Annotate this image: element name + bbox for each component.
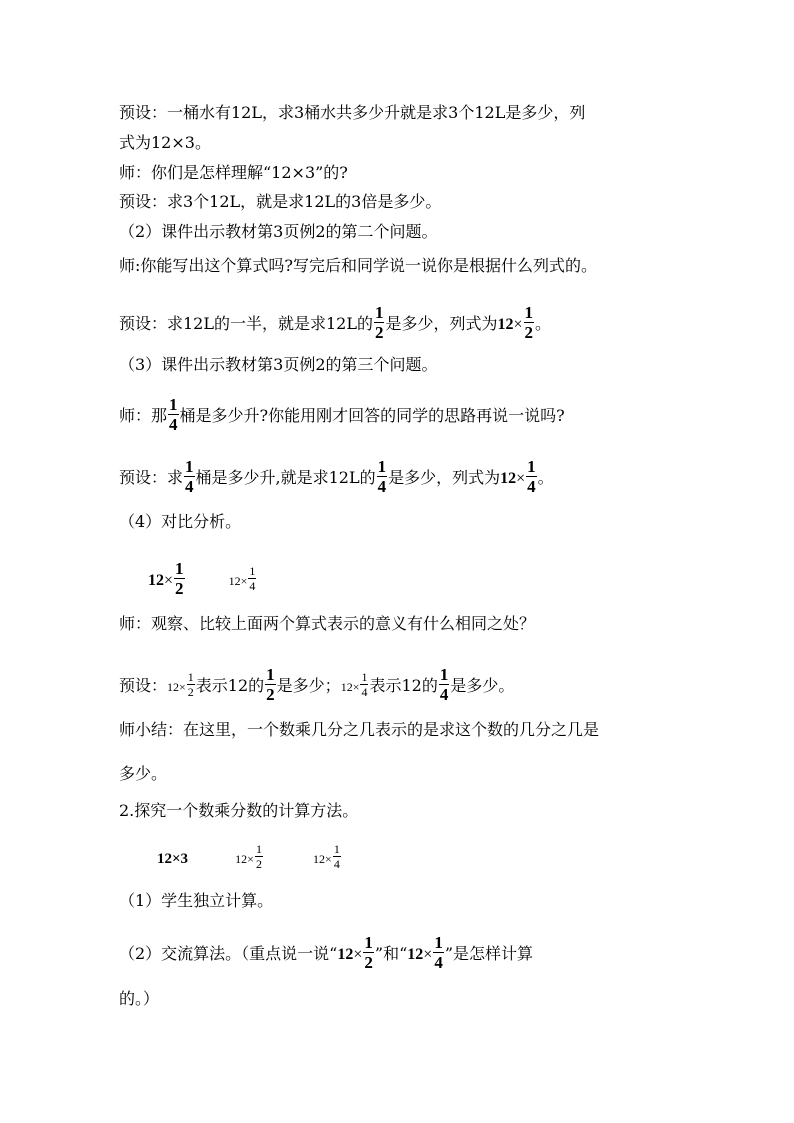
paragraph-line: （2）交流算法。（重点说一说“12× $\frac{1}{2}$ ”和“12× $\frac{1}{4}$ ”是怎样计算: [119, 933, 533, 972]
fraction-one-quarter: $\frac{1}{4}$: [185, 457, 194, 496]
paragraph-line: 预设：求 $\frac{1}{4}$ 桶是多少升,就是求12L的 $\frac{1}{4}$ 是多少，列式为12× $\frac{1}{4}$ 。: [119, 457, 554, 496]
paragraph-line: （4）对比分析。: [119, 512, 242, 531]
text-segment: 是多少，列式为: [385, 314, 498, 333]
expression-12-times-quarter: 12× $\frac{1}{4}$: [313, 842, 340, 871]
expression-row: [148, 559, 257, 598]
paragraph-line: 的。）: [119, 989, 160, 1008]
expression-12-times-half: 12× $\frac{1}{2}$: [148, 559, 184, 598]
paragraph-line: 多少。: [119, 764, 168, 783]
expression-12-times-quarter: 12× $\frac{1}{4}$: [340, 670, 368, 699]
paragraph-line: （3）课件出示教材第3页例2的第三个问题。: [119, 355, 438, 374]
paragraph-line: 预设：一桶水有12L，求3桶水共多少升就是求3个12L是多少，列: [119, 103, 586, 122]
paragraph-line: 师：观察、比较上面两个算式表示的意义有什么相同之处？: [119, 614, 536, 633]
paragraph-line: 预设：求3个12L，就是求12L的3倍是多少。: [119, 192, 442, 211]
fraction-one-quarter: $\frac{1}{4}$: [439, 665, 449, 704]
paragraph-line: 师:你能写出这个算式吗?写完后和同学说一说你是根据什么列式的。: [119, 256, 597, 275]
paragraph-line: 预设：12× $\frac{1}{2}$ 表示12的 $\frac{1}{2}$ 是多少；12× $\frac{1}{4}$ 表示12的 $\frac{1}{4}$ 是多少。: [119, 665, 515, 704]
expression-12-times-3: 12×3: [157, 851, 189, 867]
paragraph-line: 师：你们是怎样理解“12×3”的?: [119, 163, 348, 182]
paragraph-line: （2）课件出示教材第3页例2的第二个问题。: [119, 222, 438, 241]
text-segment: 预设：求12L的一半，就是求12L的: [119, 314, 373, 333]
paragraph-line: 预设：求12L的一半，就是求12L的 $\frac{1}{2}$ 是多少，列式为12× $\frac{1}{2}$ 。: [119, 303, 552, 342]
expression-12-times-quarter: 12× $\frac{1}{4}$: [407, 933, 443, 972]
expression-12-times-quarter: 12× $\frac{1}{4}$: [500, 457, 536, 496]
fraction-one-quarter: $\frac{1}{4}$: [377, 457, 387, 496]
expression-row: [157, 842, 342, 871]
expression-12-times-half: 12× $\frac{1}{2}$: [167, 670, 194, 699]
paragraph-line: （1）学生独立计算。: [119, 891, 274, 910]
expression-12-times-half: 12× $\frac{1}{2}$: [497, 303, 534, 342]
paragraph-line: 师小结：在这里，一个数乘几分之几表示的是求这个数的几分之几是: [119, 720, 600, 739]
expression-12-times-half: 12× $\frac{1}{2}$: [337, 933, 373, 972]
expression-12-times-half: 12× $\frac{1}{2}$: [235, 842, 262, 871]
expression-12-times-quarter: 12× $\frac{1}{4}$: [228, 564, 256, 593]
section-heading: 2.探究一个数乘分数的计算方法。: [119, 801, 359, 820]
paragraph-line: 式为12×3。: [119, 133, 211, 152]
paragraph-line: 师：那 $\frac{1}{4}$ 桶是多少升?你能用刚才回答的同学的思路再说一说吗?: [119, 395, 565, 434]
fraction-one-quarter: $\frac{1}{4}$: [169, 395, 178, 434]
fraction-one-half: $\frac{1}{2}$: [266, 665, 275, 704]
fraction-one-half: $\frac{1}{2}$: [374, 303, 384, 342]
